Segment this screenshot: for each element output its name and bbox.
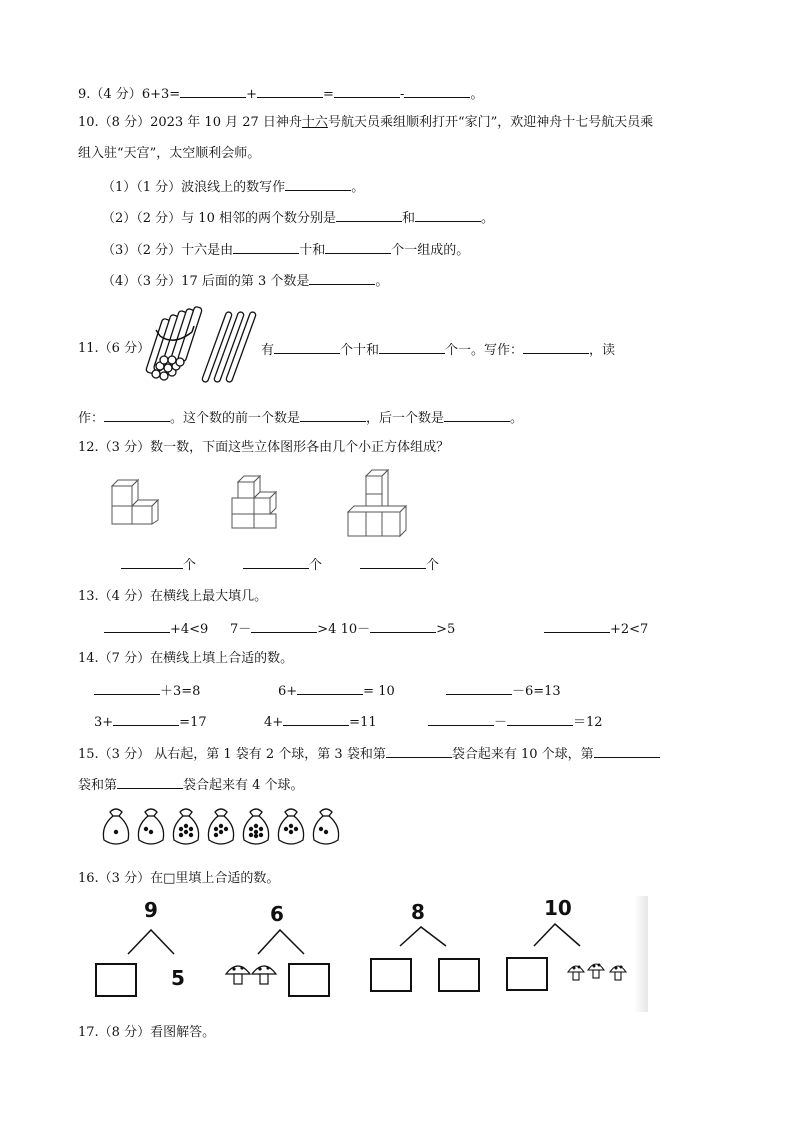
q17-line: [78, 1024, 215, 1042]
tree-2-right-box[interactable]: [288, 963, 330, 997]
q17-text: 看图解答。: [150, 1025, 216, 1040]
mushroom-icon: [224, 960, 280, 990]
tree-3-right-box[interactable]: [438, 958, 480, 992]
q15-c: 袋和第: [78, 778, 118, 793]
q17-label: 17.（8 分）: [78, 1025, 151, 1040]
q14-text: 在横线上填上合适的数。: [150, 651, 294, 666]
q11-text-a: 有: [261, 343, 275, 358]
q10-p1-text: （1）（1 分）波浪线上的数写作: [102, 180, 286, 195]
q11-text-c: 个一。写作：: [445, 343, 524, 358]
q9-end: 。: [470, 87, 484, 102]
tree-3-left-box[interactable]: [370, 958, 412, 992]
q9-eq: =: [323, 87, 334, 102]
q13-i1: +4<9: [170, 622, 209, 637]
q16-label: 16.（3 分）: [78, 871, 151, 886]
q9-plus: +: [246, 87, 258, 102]
q11-text-h: 。: [510, 411, 524, 426]
tree-1-right: 5: [171, 966, 185, 990]
q12-unit-3: 个: [426, 558, 440, 573]
q11-text-d: ，读: [589, 343, 616, 358]
q14-f1: －: [494, 715, 508, 730]
q10-text-a: 2023 年 10 月 27 日神舟: [150, 115, 302, 130]
q13-i3: >5: [436, 622, 456, 637]
q10-p3-mid: 十和: [299, 243, 326, 258]
q10-p3-text: （3）（2 分）十六是由: [102, 243, 234, 258]
q15-label: 15.（3 分）: [78, 747, 151, 762]
tree-3-top: 8: [411, 900, 425, 924]
q15-d: 袋合起来有 4 个球。: [183, 778, 304, 793]
mushroom-icon: [566, 958, 634, 986]
q13-i4: +2<7: [610, 622, 649, 637]
q14-b1: 6+: [278, 684, 298, 699]
q14-label: 14.（7 分）: [78, 651, 151, 666]
q13-label: 13.（4 分）: [78, 589, 151, 604]
q10-p2-and: 和: [401, 211, 415, 226]
q14-e1: 4+: [264, 715, 284, 730]
tree-4-left-box[interactable]: [506, 957, 548, 991]
q10-p1-end: 。: [351, 180, 365, 195]
q11-text-b: 个十和: [340, 343, 380, 358]
q14-d1: 3+: [94, 715, 114, 730]
q9-expr: 6+3=: [141, 87, 181, 102]
q14-c: －6=13: [512, 684, 561, 699]
q14-d2: =17: [179, 715, 207, 730]
tree-4-top: 10: [544, 896, 572, 920]
q11-text-f: 。这个数的前一个数是: [170, 411, 301, 426]
q14-b2: = 10: [363, 684, 395, 699]
q10-p4-end: 。: [375, 274, 389, 289]
q10-label: 10.（8 分）: [78, 115, 151, 130]
q10-p2-text: （2）（2 分）与 10 相邻的两个数分别是: [102, 211, 336, 226]
q12-text: 数一数，下面这些立体图形各由几个小正方体组成？: [150, 440, 450, 455]
q14-a: ＋3=8: [160, 684, 201, 699]
q14-f2: ＝12: [573, 715, 603, 730]
q13-text: 在横线上最大填几。: [150, 589, 268, 604]
q13-i2b: >4 10－: [317, 622, 371, 637]
q10-p4-text: （4）（3 分）17 后面的第 3 个数是: [102, 274, 310, 289]
q11-text-g: ，后一个数是: [366, 411, 445, 426]
q12-unit-2: 个: [309, 558, 323, 573]
q10-line2: 组入驻“天宫”，太空顺利会师。: [78, 146, 261, 161]
q12-label: 12.（3 分）: [78, 440, 151, 455]
q10-p2-end: 。: [481, 211, 495, 226]
q11-label: 11.（6 分）: [78, 341, 151, 356]
q14-e2: =11: [349, 715, 377, 730]
tree-2-top: 6: [270, 902, 284, 926]
q13-i2a: 7－: [230, 622, 252, 637]
q15-b: 袋合起来有 10 个球，第: [451, 747, 594, 762]
q10-wavy-number: 十六: [301, 115, 328, 130]
tree-1-top: 9: [144, 898, 158, 922]
q15-a: 从右起，第 1 袋有 2 个球，第 3 袋和第: [150, 747, 386, 762]
tree-1-left-box[interactable]: [95, 963, 137, 997]
q9-label: 9.（4 分）: [78, 87, 142, 102]
q9-minus: -: [399, 87, 405, 102]
q10-text-b: 号航天员乘组顺利打开“家门”，欢迎神舟十七号航天员乘: [327, 115, 654, 130]
q11-text-e: 作：: [78, 411, 105, 426]
q12-unit-1: 个: [183, 558, 197, 573]
q16-text: 在□里填上合适的数。: [150, 871, 280, 886]
q10-p3-end: 个一组成的。: [391, 243, 470, 258]
